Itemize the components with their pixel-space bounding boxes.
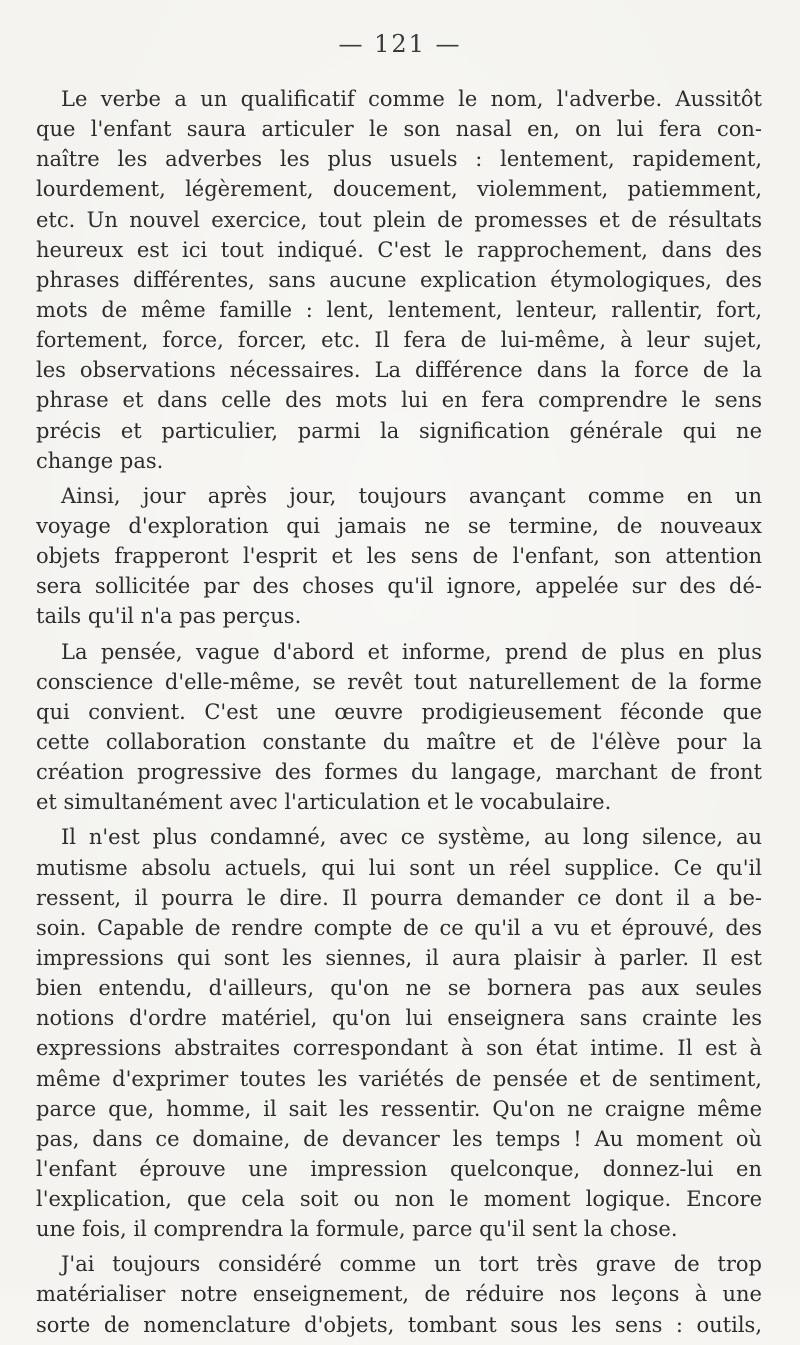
text-line: etc. Un nouvel exercice, tout plein de promesses et de résultats <box>36 207 762 232</box>
text-line: phrases différentes, sans aucune explication étymologiques, des <box>36 267 762 292</box>
text-line: objets frapperont l'esprit et les sens de l'enfant, son attention <box>36 544 762 569</box>
text-line: ressent, il pourra le dire. Il pourra demander ce dont il a be- <box>36 885 762 910</box>
text-line: l'enfant éprouve une impression quelconque, donnez-lui en <box>36 1156 762 1181</box>
paragraph <box>36 84 762 476</box>
text-line: Le verbe a un qualificatif comme le nom, l'adverbe. Aussitôt <box>61 87 762 111</box>
text-line: tails qu'il n'a pas perçus. <box>36 604 302 629</box>
body-text <box>36 84 762 1345</box>
text-line: que l'enfant saura articuler le son nasal en, on lui fera con- <box>36 117 762 142</box>
text-line: phrase et dans celle des mots lui en fera comprendre le sens <box>36 388 762 413</box>
text-line: J'ai toujours considéré comme un tort très grave de trop <box>61 1252 762 1277</box>
text-line: Il n'est plus condamné, avec ce système, au long silence, au <box>61 825 762 850</box>
text-line: lourdement, légèrement, doucement, violemment, patiemment, <box>36 177 762 202</box>
text-line: notions d'ordre matériel, qu'on lui enseignera sans crainte les <box>36 1006 762 1031</box>
text-line: heureux est ici tout indiqué. C'est le rapprochement, dans des <box>36 237 762 262</box>
text-line: création progressive des formes du langage, marchant de front <box>36 760 762 785</box>
text-line: conscience d'elle-même, se revêt tout naturellement de la forme <box>36 669 762 694</box>
text-line: sorte de nomenclature d'objets, tombant sous les sens : outils, <box>36 1312 762 1337</box>
text-line: bien entendu, d'ailleurs, qu'on ne se bornera pas aux seules <box>36 976 762 1001</box>
text-line: mutisme absolu actuels, qui lui sont un réel supplice. Ce qu'il <box>36 855 762 880</box>
text-line: une fois, il comprendra la formule, parce qu'il sent la chose. <box>36 1217 678 1242</box>
text-line: expressions abstraites correspondant à son état intime. Il est à <box>36 1036 762 1061</box>
text-line: matérialiser notre enseignement, de réduire nos leçons à une <box>36 1282 762 1307</box>
text-line: voyage d'exploration qui jamais ne se termine, de nouveaux <box>36 513 762 538</box>
text-line: impressions qui sont les siennes, il aura plaisir à parler. Il est <box>36 945 762 970</box>
page-number: — 121 — <box>338 30 462 58</box>
text-line: naître les adverbes les plus usuels : lentement, rapidement, <box>36 147 762 172</box>
text-line: les observations nécessaires. La différence dans la force de la <box>36 358 762 383</box>
text-line: fortement, force, forcer, etc. Il fera de lui-même, à leur sujet, <box>36 328 762 353</box>
paragraph <box>36 822 762 1244</box>
text-line: qui convient. C'est une œuvre prodigieusement féconde que <box>36 699 762 724</box>
text-line: même d'exprimer toutes les variétés de pensée et de sentiment, <box>36 1066 762 1091</box>
text-line: cette collaboration constante du maître et de l'élève pour la <box>36 729 762 754</box>
paragraph <box>36 481 762 632</box>
text-line: parce que, homme, il sait les ressentir. Qu'on ne craigne même <box>36 1096 762 1121</box>
text-line: mots de même famille : lent, lentement, lenteur, rallentir, fort, <box>36 297 762 322</box>
paragraph <box>36 637 762 818</box>
text-line: pas, dans ce domaine, de devancer les temps ! Au moment où <box>36 1126 762 1151</box>
text-line: et simultanément avec l'articulation et le vocabulaire. <box>36 790 612 815</box>
text-line: l'explication, que cela soit ou non le moment logique. Encore <box>36 1187 762 1212</box>
text-line: soin. Capable de rendre compte de ce qu'il a vu et éprouvé, des <box>36 915 762 940</box>
text-line: Ainsi, jour après jour, toujours avançant comme en un <box>61 483 762 508</box>
text-line: change pas. <box>36 448 164 473</box>
text-line: sera sollicitée par des choses qu'il ignore, appelée sur des dé- <box>36 574 762 599</box>
text-line: La pensée, vague d'abord et informe, prend de plus en plus <box>61 639 762 664</box>
text-line: précis et particulier, parmi la signification générale qui ne <box>36 418 762 443</box>
